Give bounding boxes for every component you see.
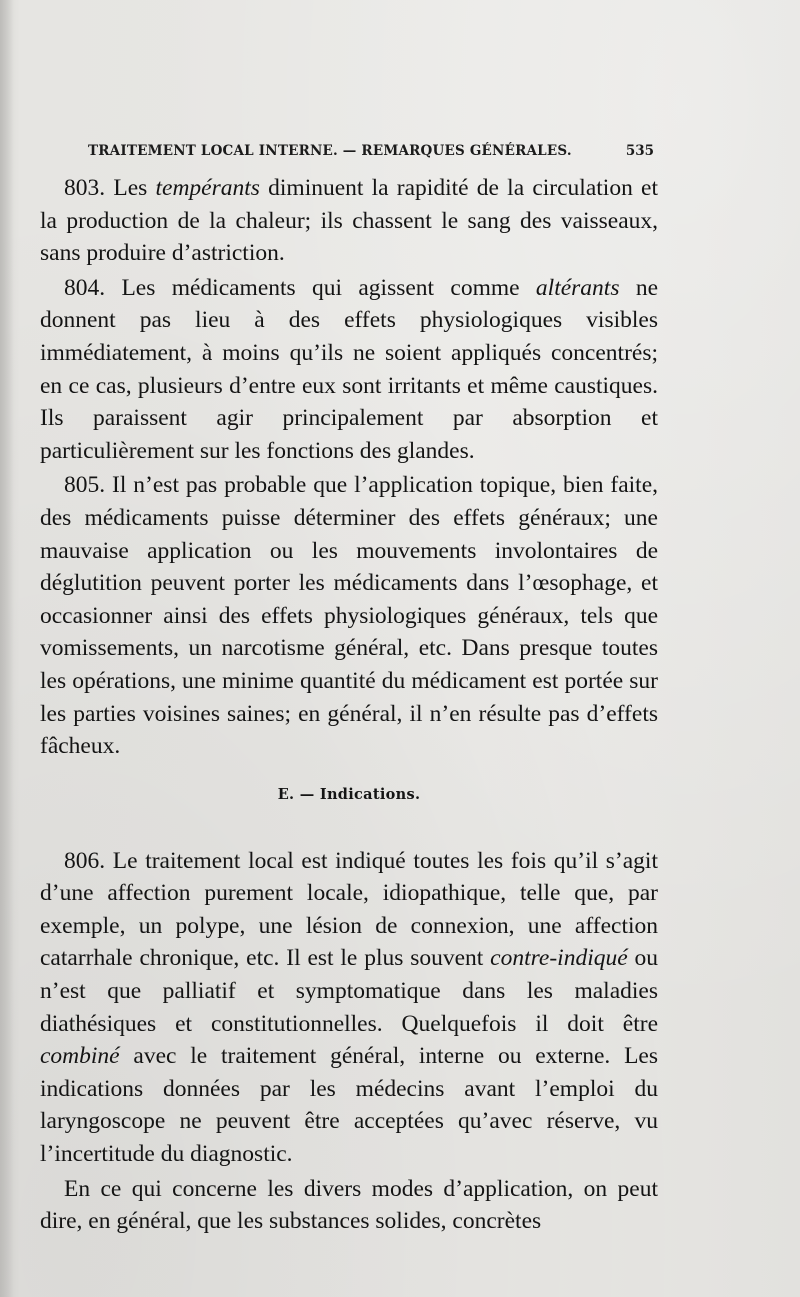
paragraph-805 <box>40 469 658 762</box>
paragraph-text: Le traitement local est indiqué toutes les fois qu’il s’agit d’une affection purement locale, idiopathique, telle que, par exemple, un polype, une lésion de connexion, une affection catarrhale chronique, etc. Il est le plus souvent <box>40 847 658 972</box>
paragraph-number: 805. <box>64 472 106 499</box>
paragraph-text: Les médicaments qui agissent comme <box>105 274 536 301</box>
paragraph-number: 806. <box>64 847 106 874</box>
italic-term: altérants <box>535 274 620 301</box>
section-heading: E. — Indications. <box>277 785 421 803</box>
paragraph-804 <box>40 272 658 468</box>
paragraph-text: diminuent la rapidité de la circulation et la production de la chaleur; ils chassent le sang des vaisseaux, sans produire d’astriction. <box>40 175 658 267</box>
italic-term: tempérants <box>155 175 260 201</box>
paragraph-803 <box>40 172 658 270</box>
paragraph-806 <box>40 845 658 1171</box>
page-number: 535 <box>625 143 654 159</box>
italic-term: combiné <box>40 1043 120 1070</box>
page-gutter-shadow <box>0 0 14 1297</box>
italic-term: contre-indiqué <box>490 945 628 972</box>
paragraph-text: ne donnent pas lieu à des effets physiologiques visibles immédiatement, à moins qu’ils ne soient appliqués concentrés; en ce cas, plusieurs d’entre eux sont irritants et même caustiques. Ils paraissent agir principalement par absorption et particulièrement sur les fonctions des glandes. <box>40 274 658 464</box>
page-body <box>40 172 658 1238</box>
paragraph-number: 804. <box>64 274 106 301</box>
paragraph-number: 803. <box>64 175 106 201</box>
paragraph-text: Il n’est pas probable que l’application topique, bien faite, des médicaments puisse déterminer des effets généraux; une mauvaise application ou les mouvements involontaires de déglutition peuvent porter les médicaments dans l’œsophage, et occasionner ainsi des effets physiologiques généraux, tels que vomissements, un narcotisme général, etc. Dans presque toutes les opérations, une minime quantité du médicament est portée sur les parties voisines saines; en général, il n’en résulte pas d’effets fâcheux. <box>40 472 658 760</box>
paragraph-text: avec le traitement général, interne ou externe. Les indications données par les médecins avant l’emploi du laryngoscope ne peuvent être acceptées qu’avec réserve, vu l’incertitude du diagnostic. <box>40 1043 658 1168</box>
paragraph-application-modes: En ce qui concerne les divers modes d’application, on peut dire, en général, que les substances solides, concrètes <box>40 1175 658 1235</box>
running-header-title: TRAITEMENT LOCAL INTERNE. — REMARQUES GÉNÉRALES. <box>88 143 572 159</box>
paragraph-text: Les <box>105 175 156 201</box>
paragraph-text: ou n’est que palliatif et symptomatique dans les maladies diathésiques et constitutionnelles. Quelquefois il doit être <box>40 945 658 1037</box>
